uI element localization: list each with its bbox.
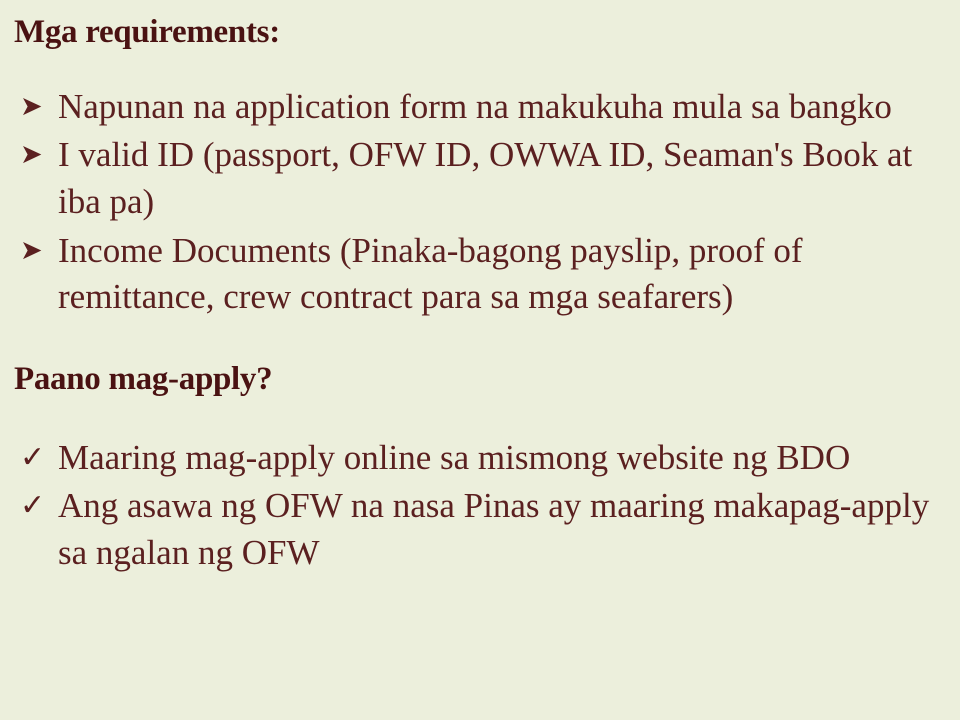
spacer xyxy=(14,409,942,435)
list-item-text: Maaring mag-apply online sa mismong website ng BDO xyxy=(58,437,851,477)
list-item xyxy=(14,228,942,321)
check-bullet-icon: ✓ xyxy=(20,440,46,474)
list-item xyxy=(14,483,942,576)
spacer xyxy=(14,323,942,353)
spacer xyxy=(14,62,942,84)
list-item xyxy=(14,435,942,482)
requirements-list xyxy=(14,84,942,321)
list-item-text: Napunan na application form na makukuha mula sa bangko xyxy=(58,86,892,126)
list-item-text: Ang asawa ng OFW na nasa Pinas ay maaring makapag-apply sa ngalan ng OFW xyxy=(58,486,930,572)
arrow-bullet-icon: ➤ xyxy=(20,234,43,265)
how-to-apply-heading: Paano mag-apply? xyxy=(14,360,273,397)
list-item xyxy=(14,84,942,131)
list-item-text: I valid ID (passport, OFW ID, OWWA ID, Seaman's Book at iba pa) xyxy=(58,135,913,222)
check-bullet-icon: ✓ xyxy=(20,489,46,523)
arrow-bullet-icon: ➤ xyxy=(20,139,43,170)
arrow-bullet-icon: ➤ xyxy=(20,90,43,121)
list-item xyxy=(14,132,942,225)
how-to-apply-list xyxy=(14,435,942,577)
list-item-text: Income Documents (Pinaka-bagong payslip, proof of remittance, crew contract para sa mga seafarers) xyxy=(58,230,803,317)
requirements-heading: Mga requirements: xyxy=(14,14,280,50)
